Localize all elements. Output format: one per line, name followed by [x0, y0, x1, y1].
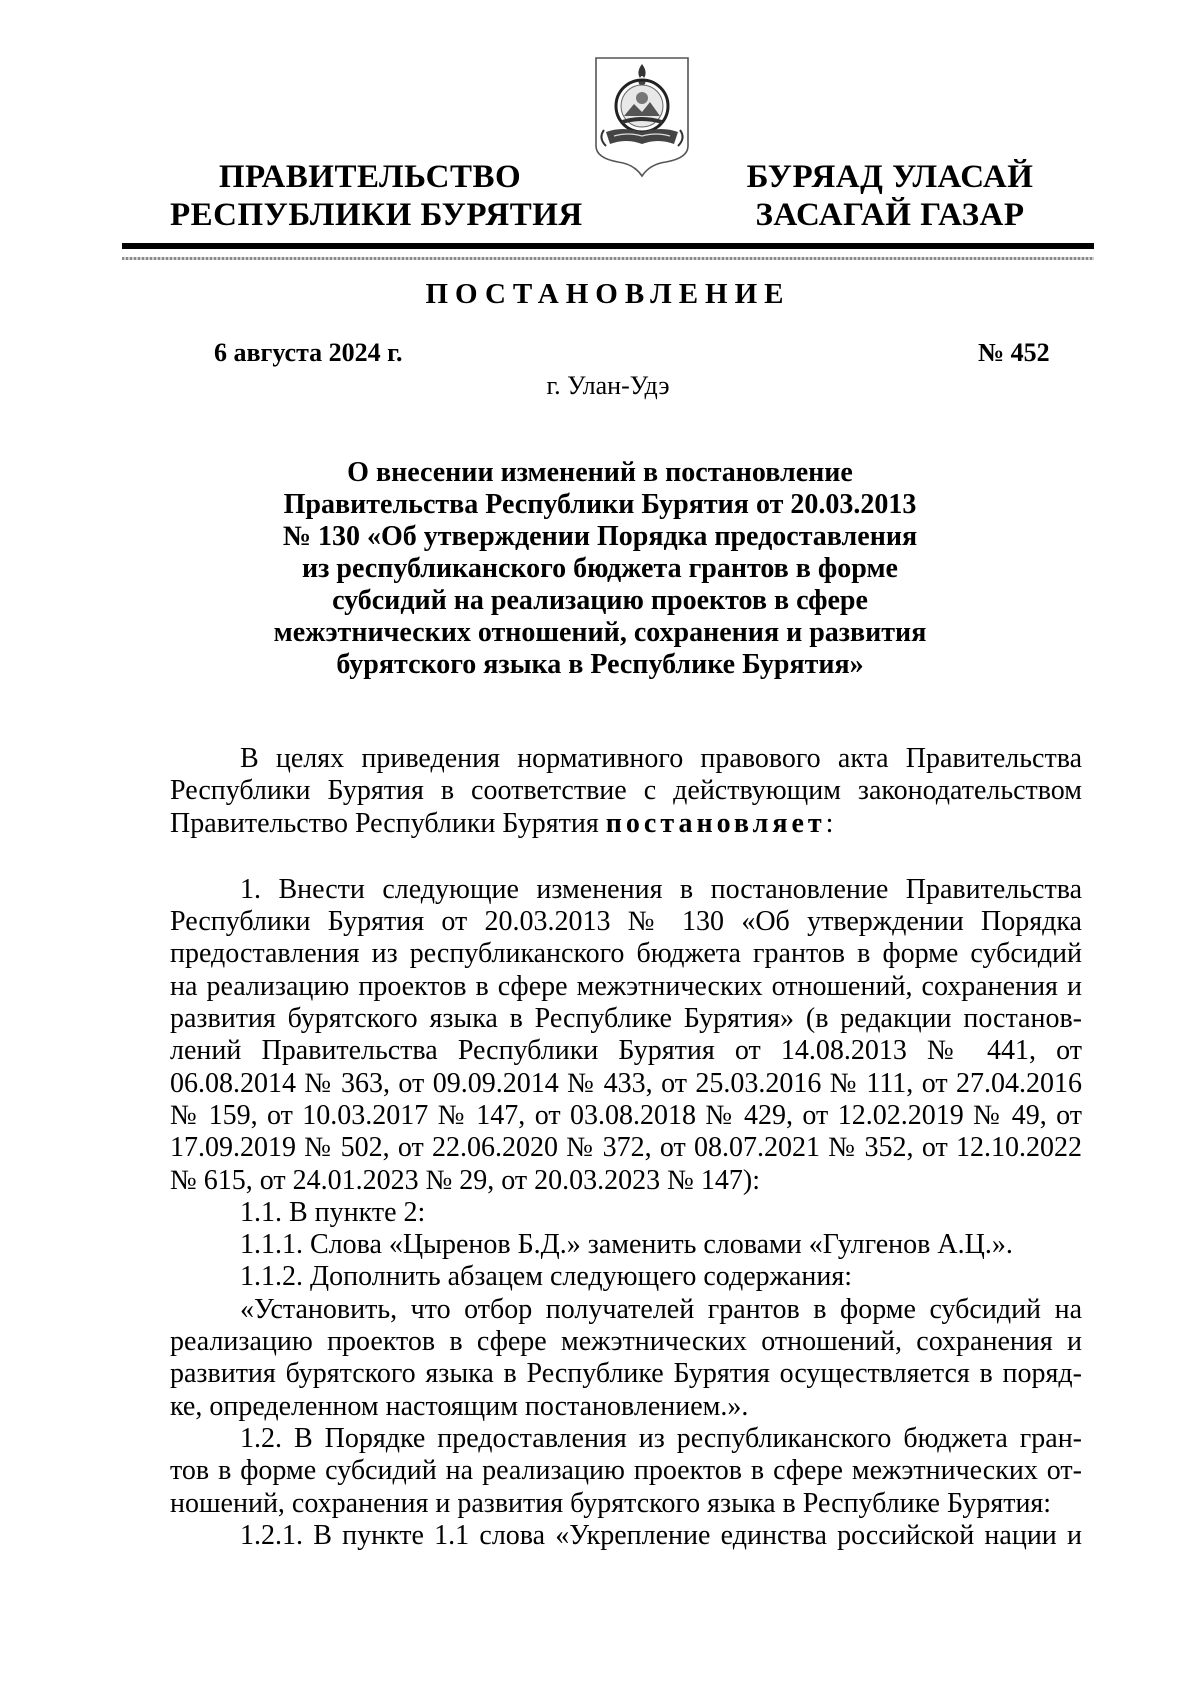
- document-title: [250, 457, 950, 681]
- title-line: О внесении изменений в постановление: [347, 457, 853, 488]
- body-line: лений Правительства Республики Бурятия от 14.08.2013 № 441, от: [170, 1035, 1082, 1067]
- body-line: ке, определенном настоящим постановлением.».: [170, 1390, 749, 1422]
- body-line: «Установить, что отбор получателей грантов в форме субсидий на: [240, 1293, 1082, 1325]
- body-line: № 615, от 24.01.2023 № 29, от 20.03.2023 № 147):: [170, 1164, 760, 1196]
- header-government-bua: [740, 158, 1040, 234]
- title-line: бурятского языка в Республике Бурятия»: [336, 649, 864, 680]
- title-line: Правительства Республики Бурятия от 20.03.2013: [283, 489, 917, 520]
- body-line: [170, 808, 1082, 840]
- header-left-line1: ПРАВИТЕЛЬСТВО: [218, 159, 522, 195]
- title-line: № 130 «Об утверждении Порядка предоставления: [282, 521, 918, 552]
- body-line: Республики Бурятия от 20.03.2013 № 130 «Об утверждении Порядка: [170, 906, 1082, 938]
- body-line: 1.2.1. В пункте 1.1 слова «Укрепление единства российской нации и: [240, 1519, 1082, 1551]
- body-line: предоставления из республиканского бюджета грантов в форме субсидий: [170, 938, 1082, 970]
- body-line: на реализацию проектов в сфере межэтнических отношений, сохранения и: [170, 970, 1082, 1002]
- body-line: 1.1.2. Дополнить абзацем следующего содержания:: [240, 1261, 853, 1293]
- header-rule-thin: [122, 257, 1094, 260]
- header-left-line2: РЕСПУБЛИКИ БУРЯТИЯ: [170, 197, 583, 233]
- body-line: ношений, сохранения и развития бурятского языка в Республике Бурятия:: [170, 1487, 1052, 1519]
- body-line: реализацию проектов в сфере межэтнических отношений, сохранения и: [170, 1326, 1082, 1358]
- coat-of-arms-icon: [592, 54, 692, 180]
- body-line: В целях приведения нормативного правового акта Правительства: [240, 743, 1082, 774]
- body-line: 1. Внести следующие изменения в постановление Правительства: [240, 873, 1082, 905]
- document-city: г. Улан-Удэ: [546, 371, 670, 400]
- body-line: Республики Бурятия в соответствие с действующим законодательством: [170, 775, 1082, 807]
- document-date: 6 августа 2024 г.: [214, 338, 403, 367]
- body-line: тов в форме субсидий на реализацию проектов в сфере межэтнических от-: [170, 1455, 1082, 1487]
- body-line: 1.1. В пункте 2:: [240, 1196, 426, 1228]
- header-government-ru: [170, 158, 583, 234]
- body-line: 1.2. В Порядке предоставления из республиканского бюджета гран-: [240, 1422, 1082, 1454]
- body-line: 1.1.1. Слова «Цыренов Б.Д.» заменить словами «Гулгенов А.Ц.».: [240, 1229, 1013, 1261]
- body-line: развития бурятского языка в Республике Бурятия осуществляется в поряд-: [170, 1358, 1082, 1390]
- body-line: № 159, от 10.03.2017 № 147, от 03.08.2018 № 429, от 12.02.2019 № 49, от: [170, 1099, 1082, 1131]
- body-line: 17.09.2019 № 502, от 22.06.2020 № 372, от 08.07.2021 № 352, от 12.10.2022: [170, 1132, 1082, 1164]
- body-line: развития бурятского языка в Республике Бурятия» (в редакции постанов-: [170, 1003, 1082, 1035]
- header-right-line2: ЗАСАГАЙ ГАЗАР: [755, 197, 1025, 233]
- paragraph-gap: [170, 840, 1082, 874]
- preamble-colon: :: [825, 807, 834, 839]
- header-rule-thick: [122, 243, 1094, 249]
- document-number: № 452: [978, 338, 1050, 367]
- document-type: ПОСТАНОВЛЕНИЕ: [425, 278, 791, 310]
- preamble-text: Правительство Республики Бурятия: [170, 807, 606, 839]
- title-line: субсидий на реализацию проектов в сфере: [332, 585, 868, 616]
- title-line: из республиканского бюджета грантов в форме: [302, 553, 898, 584]
- preamble-verb: постановляет: [605, 807, 826, 839]
- title-line: межэтнических отношений, сохранения и развития: [273, 617, 927, 648]
- document-body: [170, 743, 1082, 1552]
- header-right-line1: БУРЯАД УЛАСАЙ: [746, 159, 1034, 195]
- body-line: 06.08.2014 № 363, от 09.09.2014 № 433, от 25.03.2016 № 111, от 27.04.2016: [170, 1067, 1082, 1099]
